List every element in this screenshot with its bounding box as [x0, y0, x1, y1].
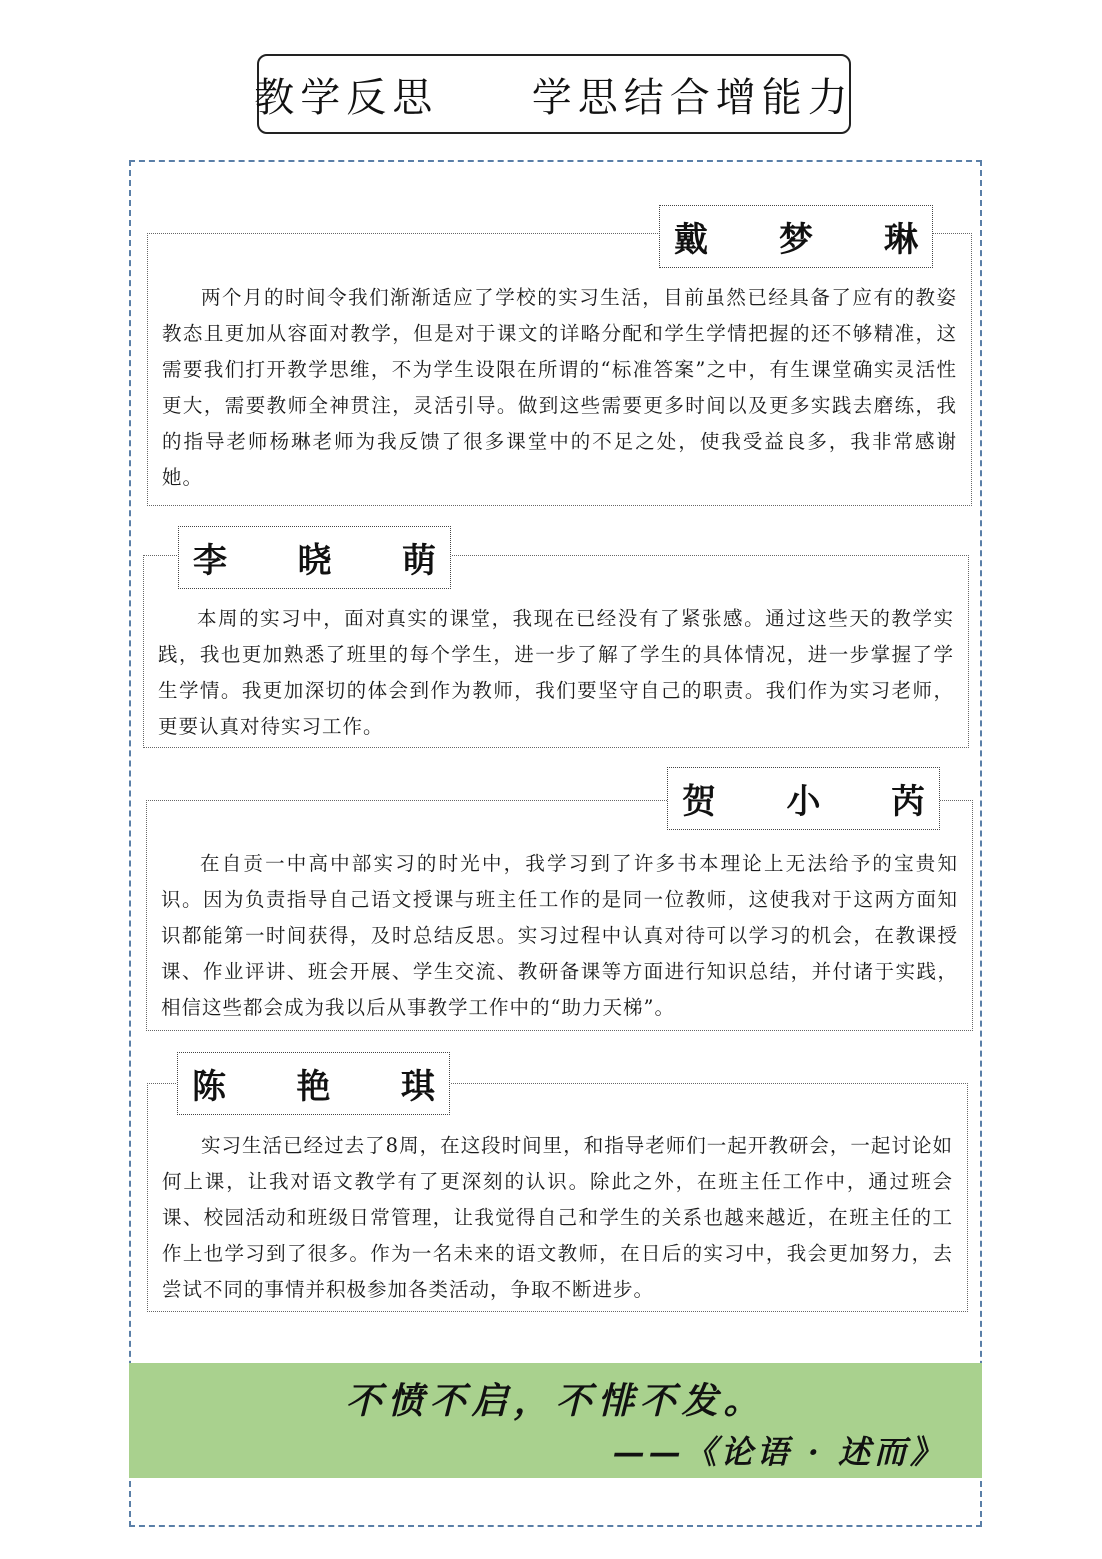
entry-text: 两个月的时间令我们渐渐适应了学校的实习生活，目前虽然已经具备了应有的教姿教态且更加从容面对教学，但是对于课文的详略分配和学生学情把握的还不够精准，这需要我们打开教学思维，不为学生设限在所谓的“标准答案”之中，有生课堂确实灵活性更大，需要教师全神贯注，灵活引导。做到这些需要更多时间以及更多实践去磨练，我的指导老师杨琳老师为我反馈了很多课堂中的不足之处，使我受益良多，我非常感谢她。: [162, 286, 957, 489]
quote-text: 不愤不启，不悱不发。: [345, 1380, 766, 1422]
author-name-box: 李 晓 萌: [178, 526, 451, 589]
quote-source: ——《论语 · 述而》: [612, 1433, 946, 1471]
title-right: 学思结合增能力: [531, 74, 854, 121]
reflection-entry: [146, 800, 973, 1031]
entry-text: 在自贡一中高中部实习的时光中，我学习到了许多书本理论上无法给予的宝贵知识。因为负责指导自己语文授课与班主任工作的是同一位教师，这使我对于这两方面知识都能第一时间获得，及时总结反思。实习过程中认真对待可以学习的机会，在教课授课、作业评讲、班会开展、学生交流、教研备课等方面进行知识总结，并付诸于实践，相信这些都会成为我以后从事教学工作中的“助力天梯”。: [161, 852, 958, 1019]
entry-text: 本周的实习中，面对真实的课堂，我现在已经没有了紧张感。通过这些天的教学实践，我也更加熟悉了班里的每个学生，进一步了解了学生的具体情况，进一步掌握了学生学情。我更加深切的体会到作为教师，我们要坚守自己的职责。我们作为实习老师，更要认真对待实习工作。: [158, 607, 954, 738]
author-name-box: 贺 小 芮: [667, 767, 940, 830]
reflection-entry: [147, 233, 972, 506]
author-name-box: 陈 艳 琪: [177, 1052, 450, 1115]
quote-band: [129, 1363, 982, 1478]
reflection-entry: [147, 1083, 968, 1312]
title-left: 教学反思: [254, 74, 439, 121]
author-name-box: 戴 梦 琳: [659, 205, 933, 268]
page-title: [254, 54, 854, 134]
entry-text: 实习生活已经过去了8周，在这段时间里，和指导老师们一起开教研会，一起讨论如何上课，让我对语文教学有了更深刻的认识。除此之外，在班主任工作中，通过班会课、校园活动和班级日常管理，让我觉得自己和学生的关系也越来越近，在班主任的工作上也学习到了很多。作为一名未来的语文教师，在日后的实习中，我会更加努力，去尝试不同的事情并积极参加各类活动，争取不断进步。: [162, 1134, 953, 1301]
